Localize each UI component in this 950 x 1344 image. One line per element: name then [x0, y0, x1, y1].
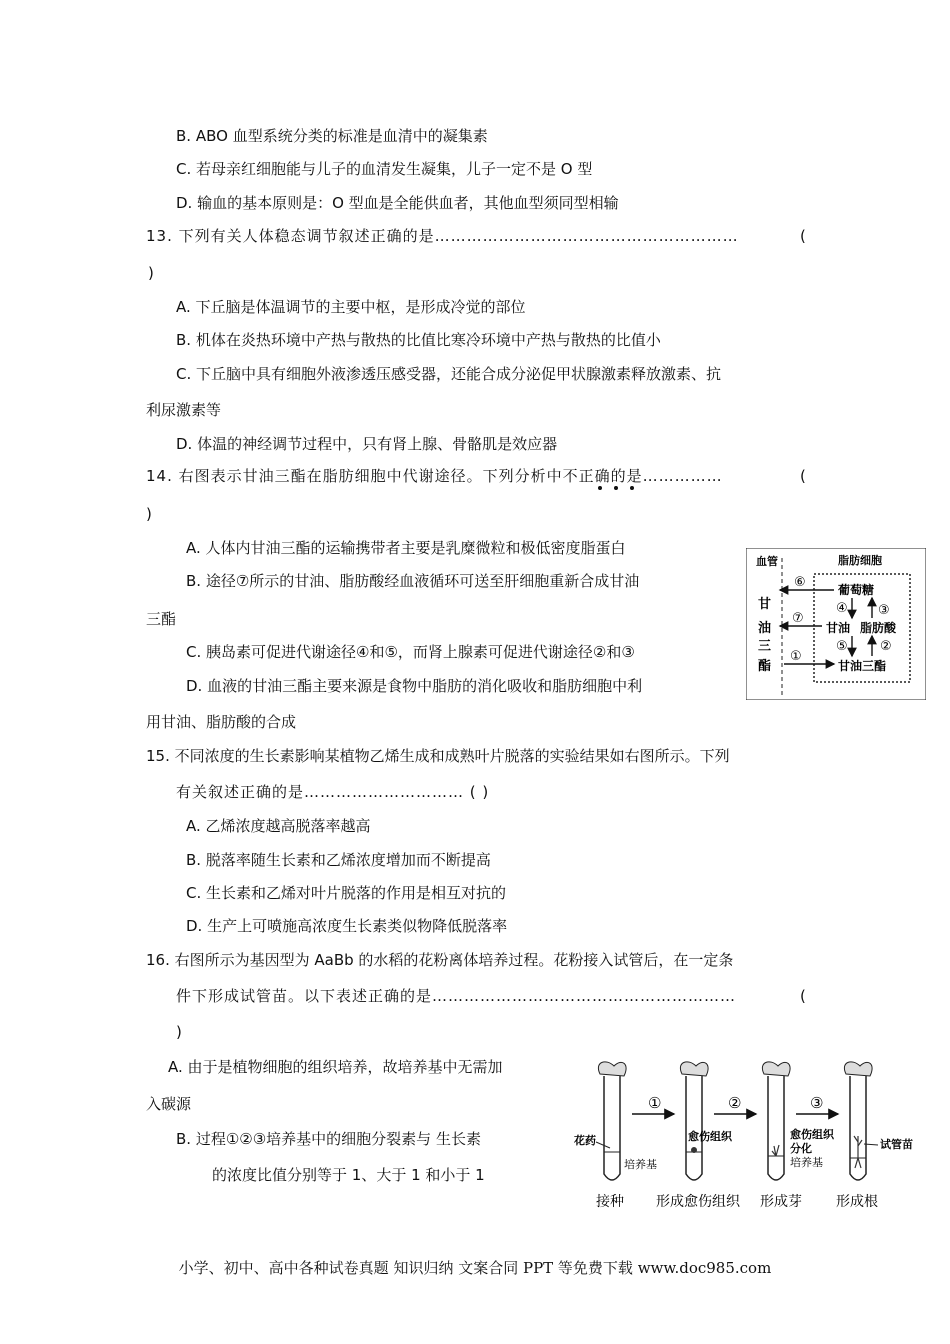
tube-1 — [604, 1076, 620, 1180]
label-callus-differentiation: 愈伤组织 — [790, 1128, 834, 1141]
q13-paren-open: ( — [800, 227, 806, 245]
callus-blob — [691, 1147, 697, 1153]
caption-bud-formation: 形成芽 — [760, 1194, 802, 1210]
q14-option-d-line2: 用甘油、脂肪酸的合成 — [146, 713, 297, 731]
label-glycerol-tg-2: 油 — [758, 621, 772, 636]
q16-paren-close: ) — [176, 1023, 182, 1041]
label-medium-2: 培养基 — [790, 1156, 823, 1169]
tube-2 — [686, 1076, 702, 1180]
label-fatty-acid: 脂肪酸 — [860, 621, 897, 635]
label-triglyceride: 甘油三酯 — [838, 659, 887, 673]
q15-option-c: C. 生长素和乙烯对叶片脱落的作用是相互对抗的 — [186, 884, 507, 902]
q16-paren-open: ( — [800, 987, 806, 1005]
label-glycerol-tg-4: 酯 — [758, 659, 772, 674]
label-blood-vessel: 血管 — [756, 555, 778, 568]
label-path-6: ⑥ — [794, 575, 806, 590]
label-path-5: ⑤ — [836, 639, 848, 654]
q12-option-c: C. 若母亲红细胞能与儿子的血清发生凝集，儿子一定不是 O 型 — [176, 160, 593, 178]
q14-stem: 14. 右图表示甘油三酯在脂肪细胞中代谢途径。下列分析中不正确的是…………… — [146, 467, 723, 485]
q14-option-b-line1: B. 途径⑦所示的甘油、脂肪酸经血液循环可送至肝细胞重新合成甘油 — [186, 572, 640, 590]
q13-stem: 13. 下列有关人体稳态调节叙述正确的是………………………………………………… — [146, 227, 739, 245]
label-path-4: ④ — [836, 601, 848, 616]
q15-option-a: A. 乙烯浓度越高脱落率越高 — [186, 817, 371, 835]
label-glucose: 葡萄糖 — [838, 583, 875, 597]
emphasis-dot — [598, 486, 602, 490]
tube-3 — [768, 1076, 784, 1180]
q14-paren-close: ) — [146, 505, 152, 523]
q12-option-b: B. ABO 血型系统分类的标准是血清中的凝集素 — [176, 127, 488, 145]
q15-stem-line1: 15. 不同浓度的生长素影响某植物乙烯生成和成熟叶片脱落的实验结果如右图所示。下列 — [146, 747, 730, 765]
q12-option-d: D. 输血的基本原则是：O 型血是全能供血者，其他血型须同型相输 — [176, 194, 619, 212]
label-glycerol: 甘油 — [826, 621, 851, 635]
triglyceride-metabolism-diagram — [746, 548, 926, 700]
label-step-2: ② — [728, 1094, 742, 1112]
tube-2-cotton-plug — [680, 1062, 708, 1076]
q14-option-b-line2: 三酯 — [146, 610, 177, 628]
label-path-2: ② — [880, 639, 892, 654]
q16-stem-line2: 件下形成试管苗。以下表述正确的是………………………………………………… — [176, 987, 737, 1005]
q16-option-b-line1: B. 过程①②③培养基中的细胞分裂素与 生长素 — [176, 1130, 481, 1148]
label-glycerol-tg-1: 甘 — [758, 597, 772, 612]
q14-option-c: C. 胰岛素可促进代谢途径④和⑤，而肾上腺素可促进代谢途径②和③ — [186, 643, 635, 661]
pollen-culture-diagram — [570, 1056, 922, 1214]
q13-paren-close: ) — [148, 264, 154, 282]
q14-option-a: A. 人体内甘油三酯的运输携带者主要是乳糜微粒和极低密度脂蛋白 — [186, 539, 626, 557]
tube-4 — [850, 1076, 866, 1180]
emphasis-dot — [630, 486, 634, 490]
q16-option-a-line2: 入碳源 — [146, 1095, 192, 1113]
label-step-3: ③ — [810, 1094, 824, 1112]
label-path-7: ⑦ — [792, 611, 804, 626]
q13-option-c-line2: 利尿激素等 — [146, 401, 222, 419]
q13-option-d: D. 体温的神经调节过程中，只有肾上腺、骨骼肌是效应器 — [176, 435, 558, 453]
label-callus: 愈伤组织 — [688, 1130, 732, 1143]
q15-option-b: B. 脱落率随生长素和乙烯浓度增加而不断提高 — [186, 851, 491, 869]
label-step-1: ① — [648, 1094, 662, 1112]
q13-option-a: A. 下丘脑是体温调节的主要中枢，是形成冷觉的部位 — [176, 298, 526, 316]
emphasis-dot — [614, 486, 618, 490]
label-anther: 花药 — [574, 1134, 596, 1147]
q13-option-c-line1: C. 下丘脑中具有细胞外液渗透压感受器，还能合成分泌促甲状腺激素释放激素、抗 — [176, 365, 722, 383]
label-glycerol-tg-3: 三 — [758, 639, 772, 654]
q14-paren-open: ( — [800, 467, 806, 485]
q15-option-d: D. 生产上可喷施高浓度生长素类似物降低脱落率 — [186, 917, 508, 935]
tube-4-cotton-plug — [844, 1062, 872, 1076]
caption-inoculation: 接种 — [596, 1194, 624, 1210]
q16-stem-line1: 16. 右图所示为基因型为 AaBb 的水稻的花粉离体培养过程。花粉接入试管后，在一定条 — [146, 951, 734, 969]
q14-option-d-line1: D. 血液的甘油三酯主要来源是食物中脂肪的消化吸收和脂肪细胞中利 — [186, 677, 643, 695]
label-medium: 培养基 — [624, 1158, 657, 1171]
label-fat-cell: 脂肪细胞 — [838, 554, 882, 567]
q16-option-a-line1: A. 由于是植物细胞的组织培养，故培养基中无需加 — [168, 1058, 503, 1076]
q16-option-b-line2: 的浓度比值分别等于 1、大于 1 和小于 1 — [212, 1166, 485, 1184]
q15-stem-line2: 有关叙述正确的是………………………… ( ) — [176, 783, 490, 801]
caption-callus-formation: 形成愈伤组织 — [656, 1194, 740, 1210]
caption-root-formation: 形成根 — [836, 1194, 878, 1210]
label-seedling: 试管苗 — [880, 1138, 913, 1151]
label-path-3: ③ — [878, 603, 890, 618]
label-path-1: ① — [790, 649, 802, 664]
tube-3-cotton-plug — [762, 1062, 790, 1076]
tube-1-cotton-plug — [598, 1062, 626, 1076]
page-footer: 小学、初中、高中各种试卷真题 知识归纳 文案合同 PPT 等免费下载 www.doc985.com — [178, 1259, 772, 1277]
label-differentiation: 分化 — [790, 1142, 812, 1155]
q13-option-b: B. 机体在炎热环境中产热与散热的比值比寒冷环境中产热与散热的比值小 — [176, 331, 661, 349]
